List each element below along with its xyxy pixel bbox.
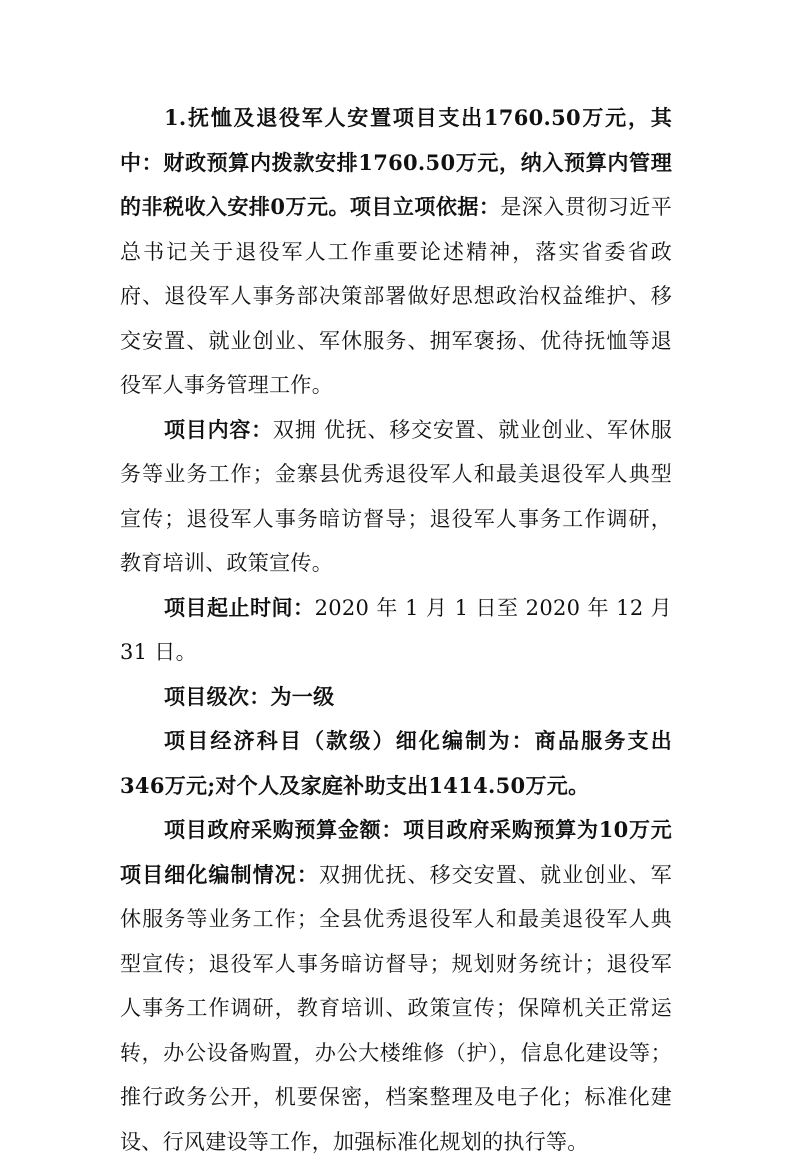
paragraph-project-content: [120, 408, 672, 586]
procurement-detail-text: 双拥优抚、移交安置、就业创业、军休服务等业务工作；全县优秀退役军人和最美退役军人典型宣传；退役军人事务暗访督导；规划财务统计；退役军人事务工作调研，教育培训、政策宣传；保障机关正常运转，办公设备购置，办公大楼维修（护），信息化建设等；推行政务公开，机要保密，档案整理及电子化；标准化建设、行风建设等工作，加强标准化规划的执行等。: [120, 862, 672, 1154]
project-period-text: 2020 年 1 月 1 日至 2020 年 12 月 31 日。: [120, 595, 672, 664]
procurement-budget-lead: 项目政府采购预算金额：项目政府采购预算为10万元项目细化编制情况：: [120, 817, 672, 887]
paragraph-economic-subject: [120, 719, 672, 808]
paragraph-project-period: [120, 586, 672, 675]
paragraph-project-level: [120, 675, 672, 720]
project-basis-text: 是深入贯彻习近平总书记关于退役军人工作重要论述精神，落实省委省政府、退役军人事务部决策部署做好思想政治权益维护、移交安置、就业创业、军休服务、拥军褒扬、优待抚恤等退役军人事务管理工作。: [120, 195, 672, 397]
project-period-label: 项目起止时间：: [164, 594, 315, 620]
project-content-label: 项目内容：: [164, 416, 273, 442]
paragraph-procurement-budget: [120, 808, 672, 1164]
project-expenditure-lead: 1.抚恤及退役军人安置项目支出1760.50万元，其中：财政预算内拨款安排1760.50万元，纳入预算内管理的非税收入安排0万元。项目立项依据：: [120, 105, 672, 219]
project-content-text: 双拥 优抚、移交安置、就业创业、军休服务等业务工作；金寨县优秀退役军人和最美退役军人典型宣传；退役军人事务暗访督导；退役军人事务工作调研，教育培训、政策宣传。: [120, 417, 673, 575]
document-body: [120, 96, 672, 1164]
project-level-text: 项目级次：为一级: [164, 683, 335, 709]
economic-subject-text: 项目经济科目（款级）细化编制为：商品服务支出346万元;对个人及家庭补助支出1414.50万元。: [120, 728, 672, 798]
paragraph-project-expenditure: [120, 96, 672, 408]
